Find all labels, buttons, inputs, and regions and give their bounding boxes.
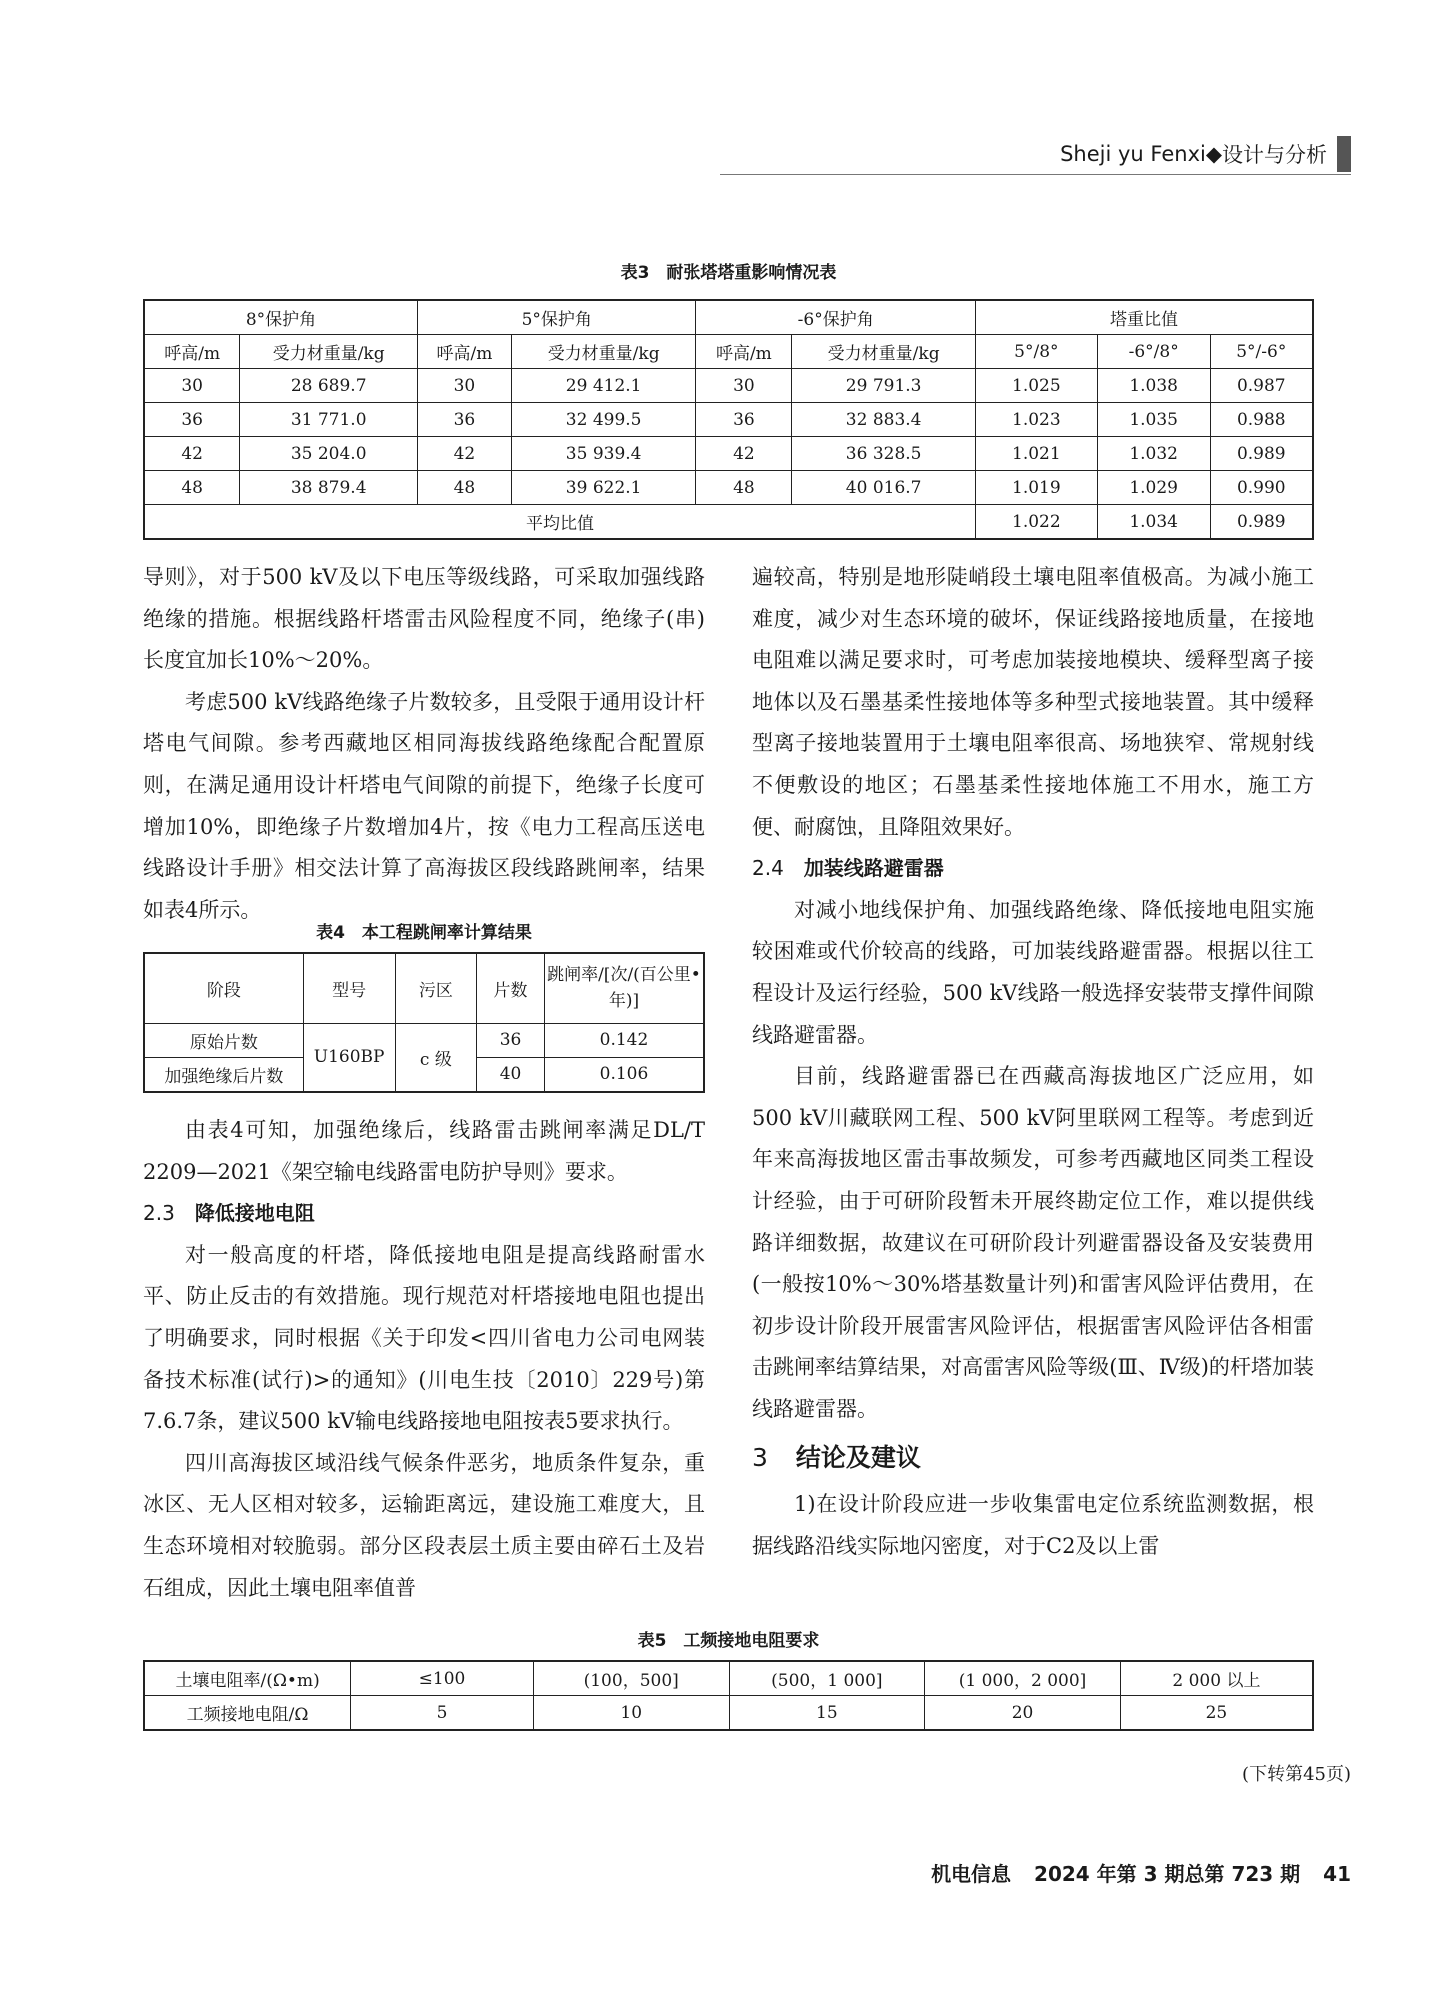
- table-row: [144, 471, 1313, 505]
- left-column-top: [143, 557, 705, 931]
- table-cell: 0.987: [1210, 369, 1313, 403]
- table-cell: 36: [144, 403, 240, 437]
- table-cell: 工频接地电阻/Ω: [144, 1696, 351, 1731]
- table3: [143, 299, 1314, 540]
- table3-sub-header: 受力材重量/kg: [511, 335, 696, 369]
- table-cell: 35 204.0: [240, 437, 418, 471]
- table-cell: 36 328.5: [792, 437, 976, 471]
- table-cell: 48: [696, 471, 792, 505]
- continued-note: (下转第45页): [1242, 1764, 1351, 1785]
- table3-avg-label: 平均比值: [144, 505, 975, 540]
- table-row: [144, 1661, 1313, 1696]
- table-cell: 0.990: [1210, 471, 1313, 505]
- table3-sub-header: 受力材重量/kg: [792, 335, 976, 369]
- table3-sub-header: 呼高/m: [696, 335, 792, 369]
- diamond-icon: ◆: [1205, 142, 1222, 166]
- page-number: 41: [1323, 1862, 1351, 1886]
- table4-caption: 表4 本工程跳闸率计算结果: [316, 923, 532, 943]
- table-cell: 36: [477, 1023, 545, 1057]
- table-row: [144, 369, 1313, 403]
- right-column: [752, 557, 1314, 1568]
- table3-sub-header: 呼高/m: [144, 335, 240, 369]
- header-bar: [1337, 136, 1351, 172]
- table-cell: U160BP: [303, 1023, 395, 1092]
- table3-sub-header: 呼高/m: [418, 335, 512, 369]
- section-name: 设计与分析: [1222, 143, 1327, 167]
- table-row: [144, 403, 1313, 437]
- paragraph: 四川高海拔区域沿线气候条件恶劣，地质条件复杂，重冰区、无人区相对较多，运输距离远，建设施工难度大，且生态环境相对较脆弱。部分区段表层土质主要由碎石土及岩石组成，因此土壤电阻率值普: [143, 1450, 705, 1600]
- table3-group-header: -6°保护角: [696, 300, 975, 335]
- table-cell: (100，500]: [533, 1661, 729, 1696]
- table-cell: 39 622.1: [511, 471, 696, 505]
- section-number: 2.4: [752, 856, 784, 881]
- table-cell: 1.022: [975, 505, 1097, 540]
- header-rule: [720, 174, 1351, 175]
- table-cell: 28 689.7: [240, 369, 418, 403]
- table-cell: 30: [418, 369, 512, 403]
- table-cell: 1.034: [1097, 505, 1210, 540]
- table-cell: c 级: [395, 1023, 477, 1092]
- table-cell: 42: [418, 437, 512, 471]
- footer-journal: 机电信息: [931, 1862, 1012, 1886]
- paragraph: 导则》，对于500 kV及以下电压等级线路，可采取加强线路绝缘的措施。根据线路杆塔雷击风险程度不同，绝缘子(串)长度宜加长10%～20%。: [143, 565, 705, 673]
- table-cell: 0.988: [1210, 403, 1313, 437]
- paragraph: 对一般高度的杆塔，降低接地电阻是提高线路耐雷水平、防止反击的有效措施。现行规范对杆塔接地电阻也提出了明确要求，同时根据《关于印发<四川省电力公司电网装备技术标准(试行)>的通知》(川电生技〔2010〕229号)第7.6.7条，建议500 kV输电线路接地电阻按表5要求执行。: [143, 1242, 705, 1434]
- paragraph: 1)在设计阶段应进一步收集雷电定位系统监测数据，根据线路沿线实际地闪密度，对于C2及以上雷: [752, 1492, 1314, 1559]
- table-row: [144, 437, 1313, 471]
- table-row: [144, 505, 1313, 540]
- paragraph: 遍较高，特别是地形陡峭段土壤电阻率值极高。为减小施工难度，减少对生态环境的破坏，保证线路接地质量，在接地电阻难以满足要求时，可考虑加装接地模块、缓释型离子接地体以及石墨基柔性接地体等多种型式接地装置。其中缓释型离子接地装置用于土壤电阻率很高、场地狭窄、常规射线不便敷设的地区；石墨基柔性接地体施工不用水，施工方便、耐腐蚀，且降阻效果好。: [752, 565, 1314, 839]
- table-cell: 1.038: [1097, 369, 1210, 403]
- table-cell: 42: [696, 437, 792, 471]
- table-cell: 48: [418, 471, 512, 505]
- journal-pinyin: Sheji yu Fenxi: [1060, 142, 1206, 166]
- table-row: [144, 1696, 1313, 1731]
- table-cell: 10: [533, 1696, 729, 1731]
- table4-header: 污区: [395, 953, 477, 1023]
- paragraph: 目前，线路避雷器已在西藏高海拔地区广泛应用，如500 kV川藏联网工程、500 kV阿里联网工程等。考虑到近年来高海拔地区雷击事故频发，可参考西藏地区同类工程设计经验，由于可研阶段暂未开展终勘定位工作，难以提供线路详细数据，故建议在可研阶段计列避雷器设备及安装费用(一般按10%～30%塔基数量计列)和雷害风险评估费用，在初步设计阶段开展雷害风险评估，根据雷害风险评估各相雷击跳闸率结算结果，对高雷害风险等级(Ⅲ、Ⅳ级)的杆塔加装线路避雷器。: [752, 1064, 1314, 1421]
- table-cell: 1.032: [1097, 437, 1210, 471]
- table4-header: 型号: [303, 953, 395, 1023]
- table4: [143, 952, 705, 1093]
- table3-sub-header: 受力材重量/kg: [240, 335, 418, 369]
- table-cell: 30: [696, 369, 792, 403]
- table-cell: 29 412.1: [511, 369, 696, 403]
- section-heading-2-3: [143, 1193, 705, 1235]
- table4-header: 跳闸率/[次/(百公里•年)]: [544, 953, 704, 1023]
- table3-group-header: 塔重比值: [975, 300, 1313, 335]
- table-cell: 25: [1120, 1696, 1313, 1731]
- table-cell: 32 499.5: [511, 403, 696, 437]
- table-cell: 土壤电阻率/(Ω•m): [144, 1661, 351, 1696]
- table3-group-header: 5°保护角: [418, 300, 696, 335]
- table-cell: 36: [418, 403, 512, 437]
- table-cell: (1 000，2 000]: [925, 1661, 1121, 1696]
- table5: [143, 1660, 1314, 1731]
- section-number: 3: [752, 1443, 768, 1473]
- table-cell: 1.029: [1097, 471, 1210, 505]
- table-cell: 加强绝缘后片数: [144, 1057, 303, 1092]
- paragraph: 对减小地线保护角、加强线路绝缘、降低接地电阻实施较困难或代价较高的线路，可加装线路避雷器。根据以往工程设计及运行经验，500 kV线路一般选择安装带支撑件间隙线路避雷器。: [752, 897, 1314, 1047]
- table-cell: 31 771.0: [240, 403, 418, 437]
- table-cell: ≤100: [351, 1661, 534, 1696]
- table3-sub-header: 5°/8°: [975, 335, 1097, 369]
- table-cell: 5: [351, 1696, 534, 1731]
- table-cell: 15: [729, 1696, 925, 1731]
- table-cell: 32 883.4: [792, 403, 976, 437]
- table4-header: 阶段: [144, 953, 303, 1023]
- table3-caption: 表3 耐张塔塔重影响情况表: [620, 263, 837, 283]
- table-cell: 38 879.4: [240, 471, 418, 505]
- table-cell: 0.989: [1210, 505, 1313, 540]
- left-column-bottom: [143, 1110, 705, 1609]
- table3-sub-header: 5°/-6°: [1210, 335, 1313, 369]
- running-header: [1060, 134, 1351, 174]
- section-title: 结论及建议: [795, 1443, 921, 1473]
- section-number: 2.3: [143, 1201, 175, 1226]
- table4-header: 片数: [477, 953, 545, 1023]
- table-cell: 48: [144, 471, 240, 505]
- paragraph: 由表4可知，加强绝缘后，线路雷击跳闸率满足DL/T 2209—2021《架空输电线路雷电防护导则》要求。: [143, 1118, 705, 1184]
- table-cell: 0.142: [544, 1023, 704, 1057]
- paragraph: 考虑500 kV线路绝缘子片数较多，且受限于通用设计杆塔电气间隙。参考西藏地区相同海拔线路绝缘配合配置原则，在满足通用设计杆塔电气间隙的前提下，绝缘子长度可增加10%，即绝缘子片数增加4片，按《电力工程高压送电线路设计手册》相交法计算了高海拔区段线路跳闸率，结果如表4所示。: [143, 689, 705, 922]
- section-heading-3: [752, 1436, 1314, 1480]
- table-cell: 29 791.3: [792, 369, 976, 403]
- table-cell: 2 000 以上: [1120, 1661, 1313, 1696]
- table-cell: 35 939.4: [511, 437, 696, 471]
- table-cell: 42: [144, 437, 240, 471]
- table-cell: 30: [144, 369, 240, 403]
- table3-group-header: 8°保护角: [144, 300, 418, 335]
- section-title: 加装线路避雷器: [803, 856, 944, 881]
- footer-issue: 2024 年第 3 期总第 723 期: [1034, 1862, 1301, 1886]
- table-cell: 0.106: [544, 1057, 704, 1092]
- table-cell: 1.019: [975, 471, 1097, 505]
- table-cell: 1.023: [975, 403, 1097, 437]
- section-heading-2-4: [752, 848, 1314, 890]
- table-row: [144, 1023, 704, 1057]
- table-cell: 20: [925, 1696, 1121, 1731]
- table-cell: (500，1 000]: [729, 1661, 925, 1696]
- table-cell: 40 016.7: [792, 471, 976, 505]
- table-cell: 40: [477, 1057, 545, 1092]
- table-cell: 原始片数: [144, 1023, 303, 1057]
- page-footer: [915, 1858, 1351, 1887]
- table3-sub-header: -6°/8°: [1097, 335, 1210, 369]
- table-cell: 1.021: [975, 437, 1097, 471]
- table-cell: 36: [696, 403, 792, 437]
- table-cell: 1.025: [975, 369, 1097, 403]
- table-cell: 0.989: [1210, 437, 1313, 471]
- section-title: 降低接地电阻: [194, 1201, 315, 1226]
- table-cell: 1.035: [1097, 403, 1210, 437]
- table5-caption: 表5 工频接地电阻要求: [637, 1631, 820, 1651]
